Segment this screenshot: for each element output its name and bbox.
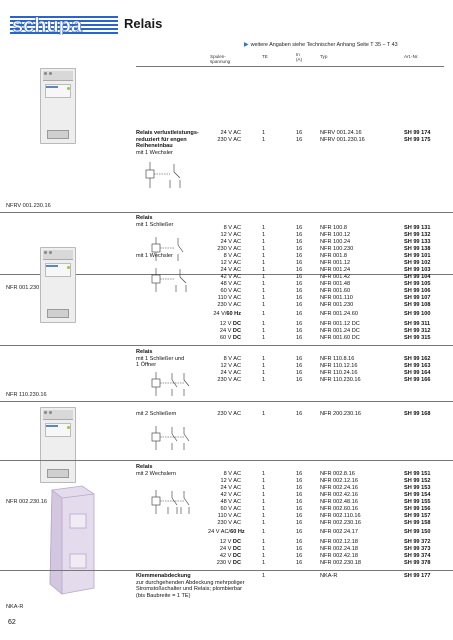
table-row: 230 V DC 1 16 NFR 002.230.18 SH 99 378 xyxy=(216,560,431,566)
col-te: TE xyxy=(262,54,268,59)
table-row: 24 V DC 1 16 NFR 002.24.18 SH 99 373 xyxy=(219,546,431,552)
table-row: 8 V AC 1 16 NFR 001.8 SH 99 101 xyxy=(223,253,431,259)
product-label: NFR 001.230 xyxy=(6,285,40,291)
section-4-desc: Relais mit 1 Schließer und 1 Öffner xyxy=(136,349,185,369)
section-1-desc: Relais verlustleistungs- reduziert für engen Reiheneinbau mit 1 Wechsler xyxy=(136,130,199,156)
brand-logo xyxy=(10,15,118,35)
section-2-desc: Relais mit 1 Schließer xyxy=(136,215,174,228)
table-row: 24 V AC 1 16 NFR 001.24 SH 99 103 xyxy=(220,267,431,273)
divider xyxy=(0,460,453,461)
circuit-diagram-icon xyxy=(144,160,188,190)
product-label: NFR 002.230.16 xyxy=(6,499,48,505)
table-row: 60 V DC 1 16 NFR 001.60 DC SH 99 315 xyxy=(219,335,431,341)
triangle-right-icon: ▶ xyxy=(244,42,249,48)
table-row: 230 V AC 1 16 NFR 001.230 SH 99 108 xyxy=(217,302,431,308)
table-row: 8 V AC 1 16 NFR 100.8 SH 99 131 xyxy=(223,225,431,231)
table-row: 60 V AC 1 16 NFR 001.60 SH 99 106 xyxy=(220,288,431,294)
product-label: NKA-R xyxy=(6,604,24,610)
divider xyxy=(0,570,453,571)
table-row: 8 V AC 1 16 NFR 110.8.16 SH 99 162 xyxy=(223,356,431,362)
technical-note xyxy=(244,41,398,48)
table-row: 24 V AC/60 Hz 1 16 NFR 002.24.17 SH 99 150 xyxy=(208,529,431,535)
table-row: 42 V AC 1 16 NFR 002.42.16 SH 99 154 xyxy=(220,492,431,498)
col-in: In (A) xyxy=(296,52,303,63)
table-row: 24 V AC 1 16 NFRV 001.24.16 SH 99 174 xyxy=(220,130,431,136)
table-row: 230 V AC 1 16 NFRV 001.230.16 SH 99 175 xyxy=(217,137,431,143)
table-row: 24 V AC 1 16 NFR 110.24.16 SH 99 164 xyxy=(220,370,431,376)
table-row: 230 V AC 1 16 NFR 002.230.16 SH 99 158 xyxy=(217,520,431,526)
table-row: 12 V AC 1 16 NFR 001.12 SH 99 102 xyxy=(220,260,431,266)
section-5-desc: mit 2 Schließern xyxy=(136,411,177,417)
page-title: Relais xyxy=(124,16,163,31)
table-row: 230 V AC 1 16 NFR 200.230.16 SH 99 168 xyxy=(217,411,431,417)
table-row: 12 V AC 1 16 NFR 110.12.16 SH 99 163 xyxy=(220,363,431,369)
col-typ: Typ xyxy=(320,54,328,59)
table-row: 42 V DC 1 16 NFR 002.42.18 SH 99 374 xyxy=(219,553,431,559)
table-row: 24 V AC 1 16 NFR 100.24 SH 99 133 xyxy=(220,239,431,245)
section-3-desc: mit 1 Wechsler xyxy=(136,253,173,259)
header-divider xyxy=(136,66,444,67)
table-row: 12 V AC 1 16 NFR 002.12.16 SH 99 152 xyxy=(220,478,431,484)
table-row: 24 V AC 1 16 NFR 002.24.16 SH 99 153 xyxy=(220,485,431,491)
divider xyxy=(0,401,453,402)
circuit-diagram-icon xyxy=(150,424,194,452)
page-number: 62 xyxy=(8,619,16,626)
table-row: 42 V AC 1 16 NFR 001.42 SH 99 104 xyxy=(220,274,431,280)
relay-device-image xyxy=(40,407,76,483)
table-row: 230 V AC 1 16 NFR 110.230.16 SH 99 166 xyxy=(217,377,431,383)
terminal-cover-image xyxy=(32,484,110,596)
table-row: 110 V AC 1 16 NFR 002.110.16 SH 99 157 xyxy=(217,513,431,519)
table-row: 110 V AC 1 16 NFR 001.110 SH 99 107 xyxy=(217,295,431,301)
table-row: 48 V AC 1 16 NFR 002.48.16 SH 99 155 xyxy=(220,499,431,505)
table-row: 8 V AC 1 16 NFR 002.8.16 SH 99 151 xyxy=(223,471,431,477)
divider xyxy=(0,212,453,213)
table-row: 48 V AC 1 16 NFR 001.48 SH 99 105 xyxy=(220,281,431,287)
relay-device-image xyxy=(40,68,76,144)
table-row: 24 V/60 Hz 1 16 NFR 001.24.60 SH 99 100 xyxy=(213,311,431,317)
col-art: Art.-Nr. xyxy=(404,54,419,59)
product-label: NFR 110.230.16 xyxy=(6,392,47,398)
table-row: 12 V DC 1 16 NFR 001.12 DC SH 99 311 xyxy=(219,321,431,327)
relay-device-image xyxy=(40,247,76,323)
table-row: 1 NKA-R SH 99 177 xyxy=(262,573,431,579)
col-spannung: Spulen- spannung xyxy=(210,54,231,65)
table-row: 12 V DC 1 16 NFR 002.12.18 SH 99 372 xyxy=(219,539,431,545)
table-row: 12 V AC 1 16 NFR 100.12 SH 99 132 xyxy=(220,232,431,238)
product-label: NFRV 001.230.16 xyxy=(6,203,51,209)
note-text: weitere Angaben siehe Technischer Anhang Seite T 35 – T 43 xyxy=(250,42,398,48)
brand-wordmark: schupa xyxy=(12,15,83,35)
section-7-desc: Klemmenabdeckung zur durchgehenden Abdeckung mehrpoliger Stromstoßschalter und Relais; plombierbar (bis Baubreite = 1 TE) xyxy=(136,573,245,599)
table-row: 24 V DC 1 16 NFR 001.24 DC SH 99 312 xyxy=(219,328,431,334)
section-6-desc: Relais mit 2 Wechslern xyxy=(136,464,176,477)
table-row: 230 V AC 1 16 NFR 100.230 SH 99 138 xyxy=(217,246,431,252)
table-row: 60 V AC 1 16 NFR 002.60.16 SH 99 156 xyxy=(220,506,431,512)
divider xyxy=(0,345,453,346)
